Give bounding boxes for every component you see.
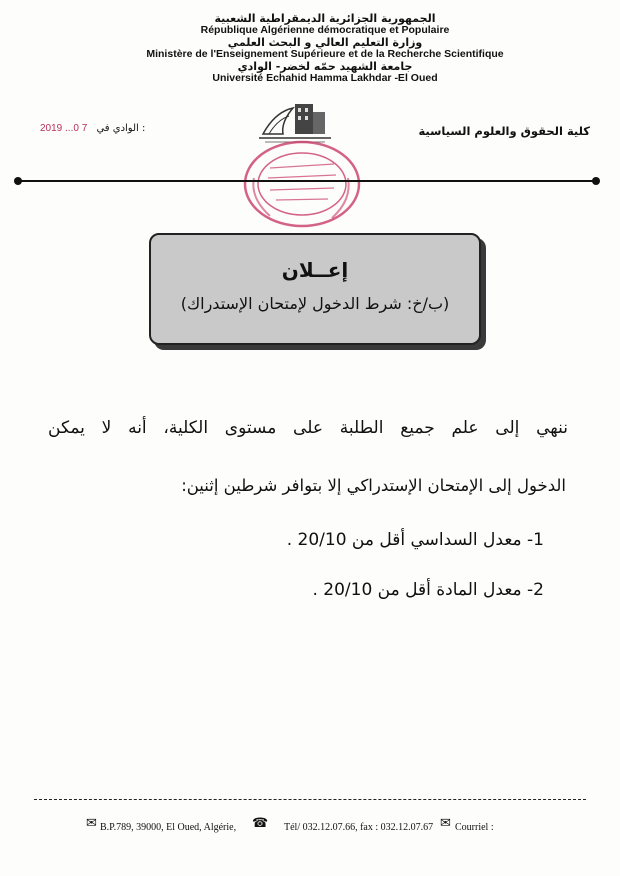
republic-fr: République Algérienne démocratique et Populaire: [200, 24, 450, 36]
mail-icon: ✉: [86, 816, 97, 831]
faculty-name: كلية الحقوق والعلوم السياسية: [418, 124, 590, 138]
footer-email-label: Courriel :: [455, 822, 494, 833]
date-line: [40, 123, 200, 134]
body-line-2: الدخول إلى الإمتحان الإستدراكي إلا بتوافر شرطين إثنين:: [181, 476, 566, 495]
header-divider: [18, 180, 596, 182]
phone-icon: ☎: [252, 816, 269, 831]
university-fr: Université Echahid Hamma Lakhdar -El Oued: [212, 72, 438, 84]
notice-subtitle: (ب/خ: شرط الدخول لإمتحان الإستدراك): [180, 294, 450, 313]
date-label: الوادي في :: [96, 123, 146, 134]
divider-right-dot: [592, 177, 600, 185]
notice-box: [149, 233, 481, 345]
condition-item-1: 1- معدل السداسي أقل من 20/10 .: [286, 530, 544, 550]
ministry-fr: Ministère de l'Enseignement Supérieure et de la Recherche Scientifique: [146, 48, 504, 60]
university-ar: جامعة الشهيد حمّه لخضر- الوادي: [237, 60, 413, 73]
footer-divider: [34, 799, 586, 800]
condition-item-2: 2- معدل المادة أقل من 20/10 .: [312, 580, 544, 600]
footer-address: B.P.789, 39000, El Oued, Algérie,: [100, 822, 237, 833]
ministry-ar: وزارة التعليم العالي و البحث العلمي: [227, 36, 423, 49]
body-line-1: ننهي إلى علم جميع الطلبة على مستوى الكلية، أنه لا يمكن: [48, 418, 568, 438]
official-stamp: [240, 138, 365, 230]
email-icon: ✉: [440, 816, 451, 831]
divider-left-dot: [14, 177, 22, 185]
date-value: 2019 ...0 7: [40, 123, 88, 134]
republic-ar: الجمهورية الجزائرية الديمقراطية الشعبية: [214, 12, 436, 25]
notice-title: إعــلان: [281, 258, 349, 282]
footer-tel-fax: Tél/ 032.12.07.66, fax : 032.12.07.67: [284, 822, 434, 833]
